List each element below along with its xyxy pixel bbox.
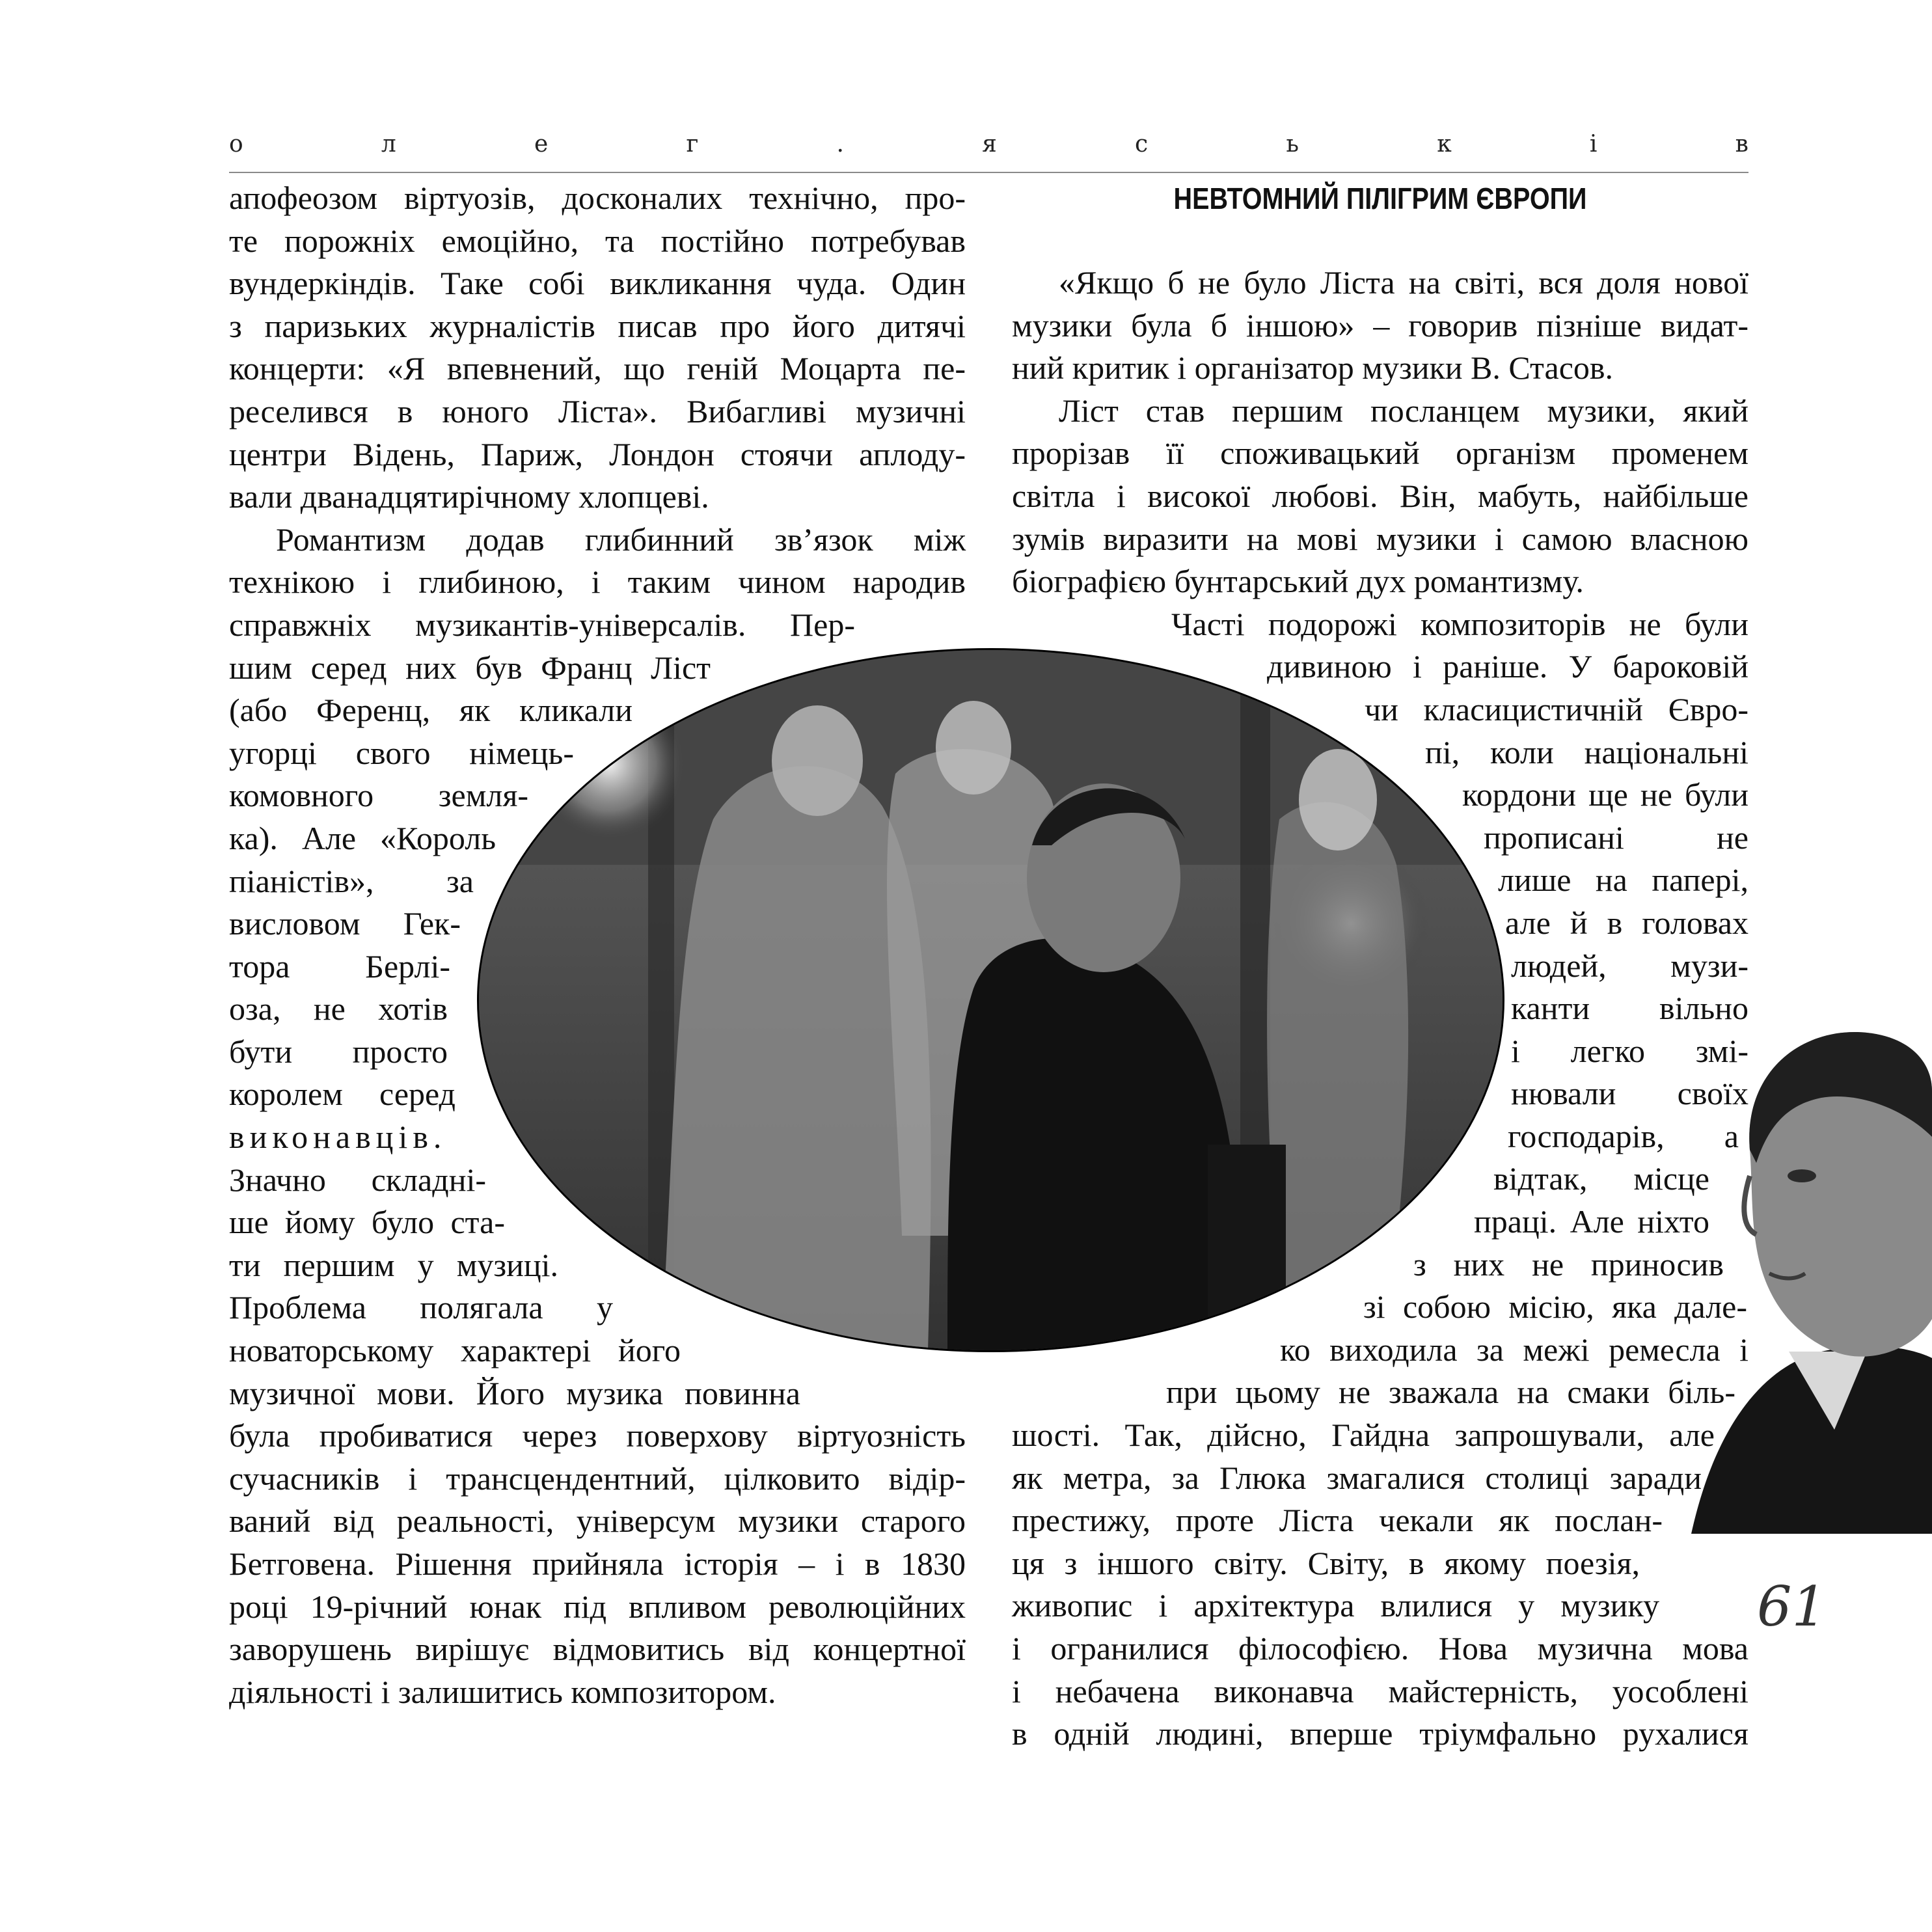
text-line: світла і високої любові. Він, мабуть, найбільше bbox=[1012, 477, 1748, 514]
text-line: але й в головах bbox=[1505, 904, 1748, 941]
page-number: 61 bbox=[1757, 1575, 1827, 1639]
text-line: лише на папері, bbox=[1498, 862, 1748, 899]
text-line: ця з іншого світу. Світу, в якому поезія, bbox=[1012, 1544, 1640, 1581]
running-head-letter: к bbox=[1437, 130, 1452, 157]
text-line: ний критик і організатор музики В. Стасов. bbox=[1012, 349, 1613, 387]
text-line: справжніх музикантів-універсалів. Пер- bbox=[229, 606, 855, 643]
text-line: тора Берлі- bbox=[229, 947, 450, 985]
text-line: і небачена виконавча майстерність, уособлені bbox=[1012, 1672, 1748, 1709]
running-head-letter: і bbox=[1589, 130, 1598, 157]
text-line: як метра, за Глюка змагалися столиці заради bbox=[1012, 1459, 1702, 1496]
text-line: те порожніх емоційно, та постійно потребував bbox=[229, 222, 966, 259]
text-line: шим серед них був Франц Ліст bbox=[229, 649, 711, 686]
text-line: зумів виразити на мові музики і самою власною bbox=[1012, 520, 1748, 557]
text-line: сучасників і трансцендентний, цілковито відір- bbox=[229, 1460, 966, 1497]
text-line: вундеркіндів. Таке собі викликання чуда. Один bbox=[229, 265, 966, 302]
text-line: ти першим у музиці. bbox=[229, 1246, 558, 1283]
running-head-letter: с bbox=[1135, 130, 1149, 157]
text-line: Ліст став першим посланцем музики, який bbox=[1059, 392, 1748, 429]
text-line: комовного земля- bbox=[229, 777, 528, 814]
text-line: Часті подорожі композиторів не були bbox=[1171, 605, 1748, 642]
text-line: апофеозом віртуозів, досконалих технічно, про- bbox=[229, 180, 966, 216]
text-line: ка). Але «Король bbox=[229, 819, 496, 856]
text-line: канти вільно bbox=[1511, 990, 1748, 1027]
text-line: господарів, а bbox=[1508, 1117, 1739, 1154]
header-rule bbox=[229, 172, 1748, 173]
text-line: прописані не bbox=[1484, 819, 1748, 856]
text-line: бути просто bbox=[229, 1033, 448, 1070]
text-line: Проблема полягала у bbox=[229, 1289, 613, 1326]
text-line: ше йому було ста- bbox=[229, 1204, 505, 1241]
text-line: піаністів», за bbox=[229, 862, 474, 899]
text-line: живопис і архітектура влилися у музику bbox=[1012, 1587, 1659, 1624]
running-head-letter: ь bbox=[1286, 130, 1299, 157]
text-line: вали дванадцятирічному хлопцеві. bbox=[229, 478, 709, 515]
running-head bbox=[229, 128, 1748, 160]
text-line: шості. Так, дійсно, Гайдна запрошували, але bbox=[1012, 1417, 1715, 1454]
running-head-letter: о bbox=[229, 130, 243, 157]
running-head-letter: в bbox=[1735, 130, 1748, 157]
text-line: виконавців. bbox=[229, 1119, 447, 1156]
text-line: центри Відень, Париж, Лондон стоячи аплоду- bbox=[229, 435, 966, 472]
running-head-letter: . bbox=[836, 130, 844, 157]
text-line: престижу, проте Ліста чекали як послан- bbox=[1012, 1502, 1663, 1539]
portrait-illustration bbox=[1672, 1013, 1932, 1534]
running-head-letter: г bbox=[686, 130, 699, 157]
text-line: прорізав її споживацький організм променем bbox=[1012, 435, 1748, 472]
text-line: ко виходила за межі ремесла і bbox=[1280, 1331, 1748, 1368]
text-line: людей, музи- bbox=[1511, 947, 1748, 984]
text-line: Значно складні- bbox=[229, 1161, 486, 1198]
text-line: (або Ференц, як кликали bbox=[229, 692, 633, 729]
text-line: при цьому не зважала на смаки біль- bbox=[1166, 1374, 1735, 1411]
text-line: технікою і глибиною, і таким чином народив bbox=[229, 564, 966, 601]
text-line: Романтизм додав глибинний зв’язок між bbox=[276, 521, 966, 558]
text-line: угорці свого німець- bbox=[229, 734, 574, 771]
text-line: діяльності і залишитись композитором. bbox=[229, 1673, 776, 1710]
text-line: висловом Гек- bbox=[229, 905, 461, 942]
text-line: в одній людині, вперше тріумфально рухалися bbox=[1012, 1715, 1748, 1752]
text-line: ваний від реальності, універсум музики старого bbox=[229, 1503, 966, 1540]
running-head-letter: я bbox=[982, 130, 997, 157]
section-heading: НЕВТОМНИЙ ПІЛІГРИМ ЄВРОПИ bbox=[1173, 182, 1587, 215]
text-line: з них не приносив bbox=[1413, 1245, 1724, 1283]
text-line: концерти: «Я впевнений, що геній Моцарта пе- bbox=[229, 350, 966, 387]
text-line: пі, коли національні bbox=[1425, 733, 1748, 770]
text-line: музики була б іншою» – говорив пізніше видат- bbox=[1012, 306, 1748, 344]
text-line: музичної мови. Його музика повинна bbox=[229, 1374, 800, 1411]
text-line: реселився в юного Ліста». Вибагливі музичні bbox=[229, 392, 966, 429]
text-line: зі собою місію, яка дале- bbox=[1363, 1288, 1747, 1326]
text-line: «Якщо б не було Ліста на світі, вся доля нової bbox=[1059, 264, 1748, 301]
text-line: біографією бунтарський дух романтизму. bbox=[1012, 563, 1584, 600]
text-line: заворушень вирішує відмовитись від концертної bbox=[229, 1631, 966, 1668]
text-line: відтак, місце bbox=[1493, 1160, 1709, 1197]
oval-painting-image bbox=[477, 648, 1504, 1352]
text-line: чи класицистичній Євро- bbox=[1365, 690, 1748, 728]
author-portrait-image bbox=[1672, 1013, 1932, 1534]
text-line: дивиною і раніше. У бароковій bbox=[1267, 648, 1748, 685]
text-line: і огранилися філософією. Нова музична мова bbox=[1012, 1630, 1748, 1667]
text-line: з паризьких журналістів писав про його дитячі bbox=[229, 307, 966, 344]
text-line: оза, не хотів bbox=[229, 990, 448, 1027]
text-line: році 19-річний юнак під впливом революційних bbox=[229, 1588, 966, 1625]
running-head-letter: л bbox=[381, 130, 396, 157]
text-line: нювали своїх bbox=[1511, 1075, 1748, 1112]
text-line: і легко змі- bbox=[1511, 1032, 1748, 1069]
running-head-letter: е bbox=[534, 130, 549, 157]
text-line: була пробиватися через поверхову віртуозність bbox=[229, 1417, 966, 1454]
text-line: Бетговена. Рішення прийняла історія – і в 1830 bbox=[229, 1545, 966, 1582]
text-line: праці. Але ніхто bbox=[1474, 1203, 1709, 1240]
text-line: новаторському характері його bbox=[229, 1332, 681, 1369]
painting-illustration bbox=[479, 650, 1503, 1350]
text-line: кордони ще не були bbox=[1462, 776, 1748, 813]
text-line: королем серед bbox=[229, 1076, 456, 1113]
